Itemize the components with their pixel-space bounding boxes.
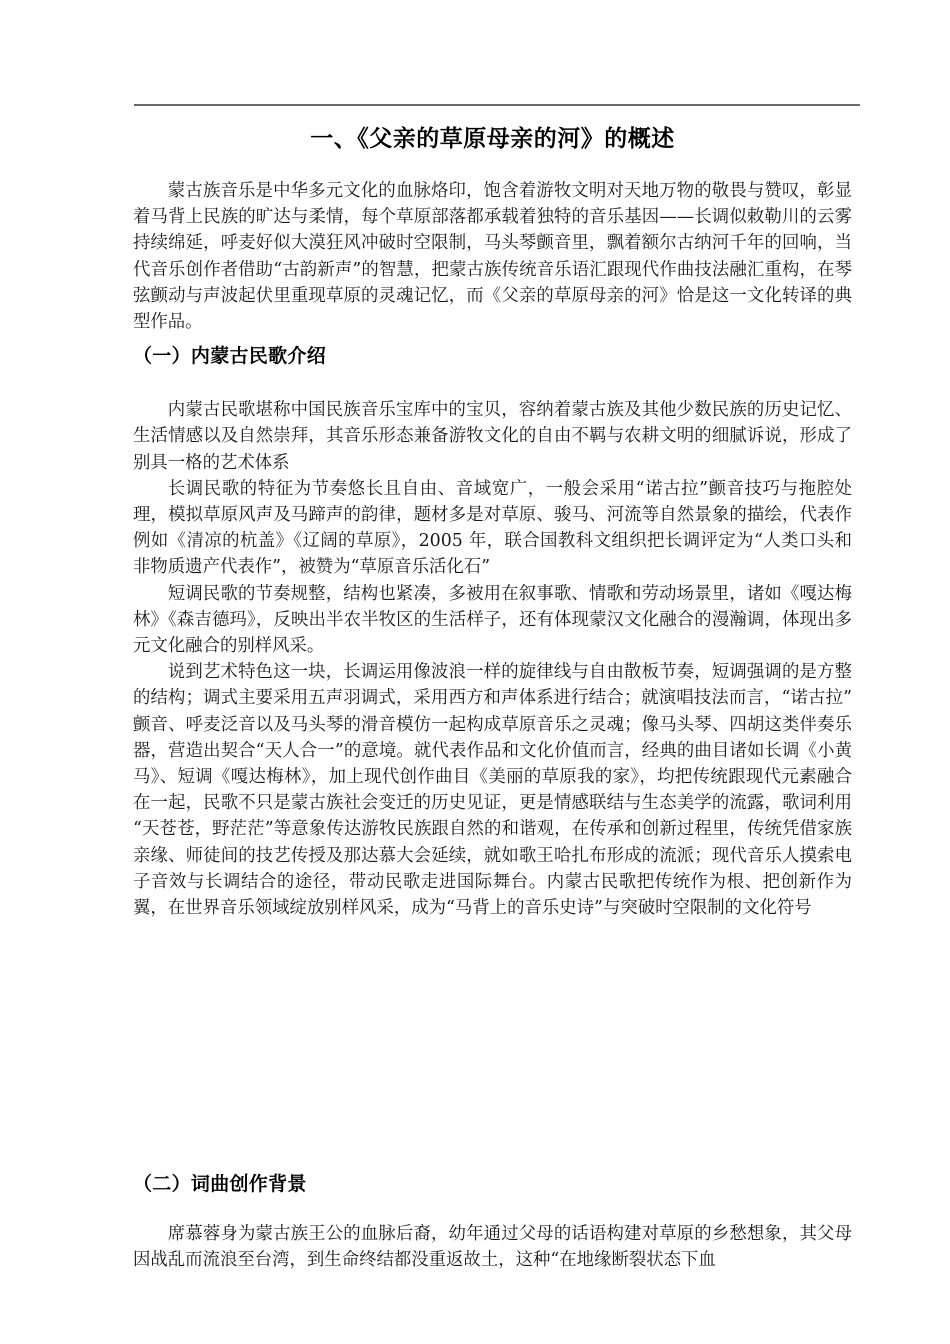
section-heading-one: （一）内蒙古民歌介绍 — [133, 345, 327, 368]
section-one-paragraph-3: 短调民歌的节奏规整，结构也紧凑，多被用在叙事歌、情歌和劳动场景里，诸如《嘎达梅林》《森吉德玛》，反映出半农半牧区的生活样子，还有体现蒙汉文化融合的漫瀚调，体现出多元文化融合的别样风采。 — [133, 583, 852, 657]
intro-paragraph: 蒙古族音乐是中华多元文化的血脉烙印，饱含着游牧文明对天地万物的敬畏与赞叹，彰显着马背上民族的旷达与柔情，每个草原部落都承载着独特的音乐基因——长调似敕勒川的云雾持续绵延，呼麦好似大漠狂风冲破时空限制，马头琴颤音里，飘着额尔古纳河千年的回响，当代音乐创作者借助“古韵新声”的智慧，把蒙古族传统音乐语汇跟现代作曲技法融汇重构，在琴弦颤动与声波起伏里重现草原的灵魂记忆，而《父亲的草原母亲的河》恰是这一文化转译的典型作品。 — [133, 181, 852, 333]
section-heading-two: （二）词曲创作背景 — [133, 1173, 307, 1196]
spacer-after-section-two-heading — [133, 1199, 852, 1221]
spacer-after-section-one-heading — [133, 371, 852, 397]
header-divider — [134, 104, 860, 106]
spacer-page-blank-area — [133, 921, 852, 1169]
page-title: 一、《父亲的草原母亲的河》的概述 — [310, 126, 675, 152]
section-one-paragraph-2: 长调民歌的特征为节奏悠长且自由、音域宽广，一般会采用“诺古拉”颤音技巧与拖腔处理，模拟草原风声及马蹄声的韵律，题材多是对草原、骏马、河流等自然景象的描绘，代表作例如《清凉的杭盖》《辽阔的草原》，2005 年，联合国教科文组织把长调评定为“人类口头和非物质遗产代表作”，被赞为“草原音乐活化石” — [133, 478, 852, 578]
section-two-paragraph-1: 席慕蓉身为蒙古族王公的血脉后裔，幼年通过父母的话语构建对草原的乡愁想象，其父母因战乱而流浪至台湾，到生命终结都没重返故土，这种“在地缘断裂状态下血 — [133, 1224, 852, 1271]
section-one-paragraph-4: 说到艺术特色这一块，长调运用像波浪一样的旋律线与自由散板节奏，短调强调的是方整的结构；调式主要采用五声羽调式，采用西方和声体系进行结合；就演唱技法而言，“诺古拉”颤音、呼麦泛音以及马头琴的滑音模仿一起构成草原音乐之灵魂；像马头琴、四胡这类伴奏乐器，营造出契合“天人合一”的意境。就代表作品和文化价值而言，经典的曲目诸如长调《小黄马》、短调《嘎达梅林》，加上现代创作曲目《美丽的草原我的家》，均把传统跟现代元素融合在一起，民歌不只是蒙古族社会变迁的历史见证，更是情感联结与生态美学的流露，歌词利用“天苍苍，野茫茫”等意象传达游牧民族跟自然的和谐观，在传承和创新过程里，传统凭借家族亲缘、师徒间的技艺传授及那达慕大会延续，就如歌王哈扎布形成的流派；现代音乐人摸索电子音效与长调结合的途径，带动民歌走进国际舞台。内蒙古民歌把传统作为根、把创新作为翼，在世界音乐领域绽放别样风采，成为“马背上的音乐史诗”与突破时空限制的文化符号 — [133, 662, 852, 919]
section-one-paragraph-1: 内蒙古民歌堪称中国民族音乐宝库中的宝贝，容纳着蒙古族及其他少数民族的历史记忆、生活情感以及自然崇拜，其音乐形态兼备游牧文化的自由不羁与农耕文明的细腻诉说，形成了别具一格的艺术体系 — [133, 400, 852, 473]
spacer-title — [133, 156, 852, 178]
document-content — [133, 118, 852, 1274]
